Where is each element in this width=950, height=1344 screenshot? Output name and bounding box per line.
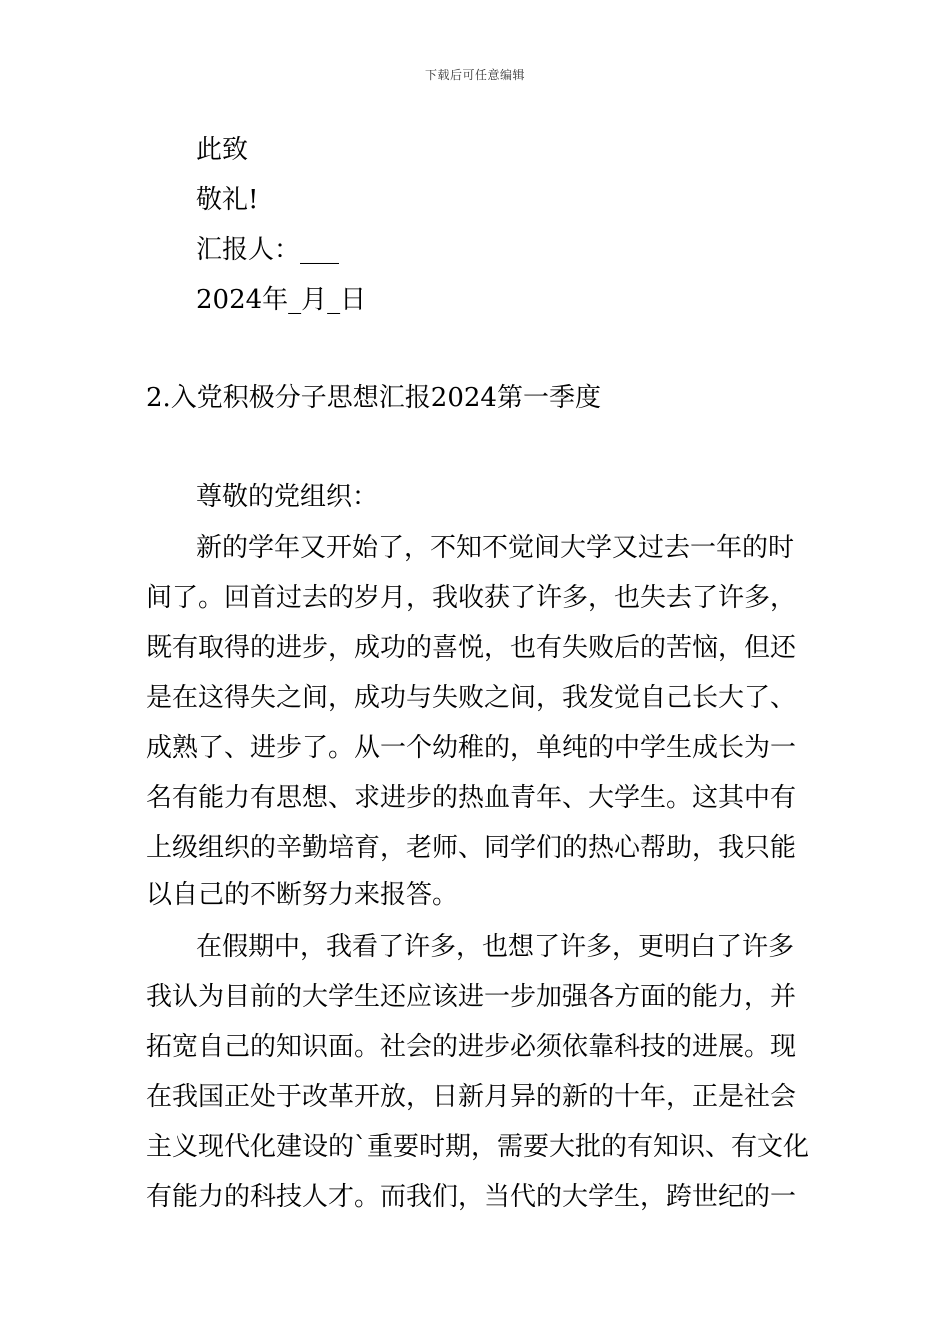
- paragraph-line: 间了。回首过去的岁月，我收获了许多，也失去了许多，: [146, 583, 797, 613]
- paragraph-line: 主义现代化建设的`重要时期，需要大批的有知识、有文化: [146, 1132, 810, 1162]
- section-title: 2.入党积极分子思想汇报2024第一季度: [146, 383, 601, 413]
- paragraph-line: 是在这得失之间，成功与失败之间，我发觉自己长大了、: [146, 683, 797, 713]
- paragraph-line: 我认为目前的大学生还应该进一步加强各方面的能力，并: [146, 982, 797, 1012]
- paragraph-line: 有能力的科技人才。而我们，当代的大学生，跨世纪的一: [146, 1182, 797, 1212]
- paragraph-line: 成熟了、进步了。从一个幼稚的，单纯的中学生成长为一: [146, 733, 797, 763]
- paragraph-line: 新的学年又开始了，不知不觉间大学又过去一年的时: [196, 533, 795, 563]
- greeting: 尊敬的党组织：: [196, 482, 379, 512]
- paragraph-line: 以自己的不断努力来报答。: [146, 880, 459, 910]
- reporter-line: 汇报人：___: [196, 235, 340, 265]
- closing-salutation: 此致: [196, 135, 249, 165]
- paragraph-line: 既有取得的进步，成功的喜悦，也有失败后的苦恼，但还: [146, 633, 797, 663]
- header-note: 下载后可任意编辑: [424, 68, 525, 82]
- closing-regards: 敬礼!: [196, 185, 259, 215]
- paragraph-line: 名有能力有思想、求进步的热血青年、大学生。这其中有: [146, 783, 797, 813]
- paragraph-line: 在假期中，我看了许多，也想了许多，更明白了许多: [196, 932, 795, 962]
- paragraph-line: 拓宽自己的知识面。社会的进步必须依靠科技的进展。现: [146, 1032, 797, 1062]
- date-line: 2024年_月_日: [196, 285, 367, 315]
- paragraph-line: 在我国正处于改革开放，日新月异的新的十年，正是社会: [146, 1082, 797, 1112]
- paragraph-line: 上级组织的辛勤培育，老师、同学们的热心帮助，我只能: [146, 833, 797, 863]
